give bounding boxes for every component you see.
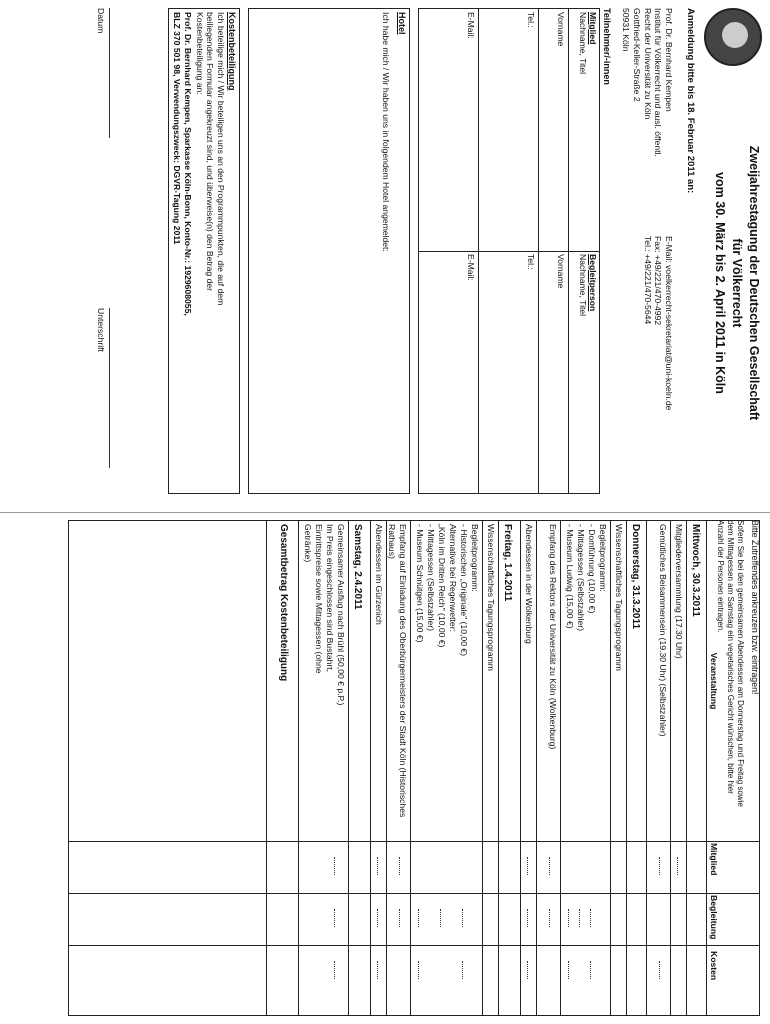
event-row: Gemeinsamer Ausflug nach Brühl (50,00 € p.P.) [336,524,346,706]
cost-entry[interactable] [418,961,419,979]
date-line[interactable] [109,8,110,138]
member-email-label: E-Mail: [466,12,476,39]
address-line: Recht der Universität zu Köln [642,8,653,120]
member-name-label: Nachname, Titel [578,12,588,75]
title-line-3: vom 30. März bis 2. April 2011 in Köln [713,172,728,394]
signature-line[interactable] [109,308,110,468]
col-companion-header: Begleitung [709,895,719,940]
companion-entry[interactable] [440,909,441,927]
page-2 [0,512,770,1024]
day-title: Freitag, 1.4.2011 [502,524,513,602]
instruction-line: Anzahl der Personen eintragen. [716,520,726,633]
member-entry[interactable] [659,857,660,875]
event-row: Empfang auf Einladung des Oberbürgermeisters der Stadt Köln (Historisches Rathaus) [387,524,408,818]
fax-contact: Fax: +49/221/470-4992 [653,236,664,326]
member-entry[interactable] [377,857,378,875]
companion-entry[interactable] [579,909,580,927]
cost-heading: Kostenbeteiligung [227,12,237,91]
event-row: Abendessen in der Wolkenburg [524,524,534,644]
address-block [620,8,674,157]
program-table [68,520,760,1016]
event-row: Wissenschaftliches Tagungsprogramm [486,524,496,671]
bank-line-2: BLZ 370 501 98, Verwendungszweck: DGVR-Tagung 2011 [172,12,183,245]
signature-label: Unterschrift [96,308,106,352]
member-label: Mitglied [588,12,598,45]
event-row: Abendessen im Gürzenich [374,524,384,625]
page-2-content [6,520,760,1016]
cost-entry[interactable] [527,961,528,979]
address-line: Gottfried-Keller-Straße 2 [631,8,642,102]
hotel-text: Ich habe mich / Wir haben uns in folgendem Hotel angemeldet: [381,12,391,252]
companion-entry[interactable] [549,909,550,927]
companion-tel-label: Tel.: [526,254,536,270]
companion-name-label: Nachname, Titel [578,254,588,317]
cost-text-line: Ich beteilige mich / Wir beteiligen uns an den Programmpunkten, die auf dem [216,12,226,306]
cost-entry[interactable] [590,961,591,979]
col-member-header: Mitglied [709,843,719,876]
bank-details [172,12,193,316]
total-label: Gesamtbetrag Kostenbeteiligung [278,524,289,682]
companion-entry[interactable] [418,909,419,927]
companion-entry[interactable] [590,909,591,927]
event-row: Alternative bei Regenwetter: [448,524,458,632]
member-firstname-label: Vorname [556,12,566,47]
member-entry[interactable] [549,857,550,875]
title-line-2: für Völkerrecht [730,238,745,328]
event-row: Wissenschaftliches Tagungsprogramm [614,524,624,671]
event-row: - Historischen „Originale" (10,00 €) [459,524,469,657]
member-entry[interactable] [527,857,528,875]
page-title [711,63,762,503]
registration-heading: Anmeldung bitte bis 18. Februar 2011 an: [685,8,696,194]
instruction-line: dem Mittagessen am Samstag ein vegetarisches Gericht wünschen, bitte hier [726,520,736,794]
day-title: Donnerstag, 31.3.2011 [630,524,641,630]
email-contact: E-Mail: voelkerrecht-sekretariat@uni-koeln.de [664,236,674,411]
cost-box [168,8,240,494]
member-entry[interactable] [334,857,335,875]
participants-heading: Teilnehmer/-innen [602,8,612,85]
hotel-heading: Hotel [397,12,407,35]
event-row: Begleitprogramm: [598,524,608,592]
day-title: Mittwoch, 30.3.2011 [690,524,701,617]
event-row: Im Preis eingeschlossen sind Bustahrt, [325,524,335,673]
society-seal-logo [704,8,762,66]
address-line: 50931 Köln [621,8,632,52]
event-row: - Museum Ludwig (15,00 €) [565,524,575,629]
instruction-main: Bitte Zutreffendes ankreuzen bzw. eintragen! [750,520,760,695]
member-tel-label: Tel.: [526,12,536,28]
cost-entry[interactable] [334,961,335,979]
event-row: - Museum Schnütgen (15,00 €) [415,524,425,643]
companion-entry[interactable] [377,909,378,927]
event-row: - Mittagessen (Selbstzahler) [576,524,586,631]
bank-line-1: Prof. Dr. Bernhard Kempen, Sparkasse Köln-Bonn, Konto-Nr.: 1929608055, [183,12,193,316]
companion-entry[interactable] [568,909,569,927]
event-row: Empfang des Rektors der Universität zu Köln (Wolkenburg) [548,524,558,750]
companion-entry[interactable] [527,909,528,927]
cost-text-line: beiliegenden Formular angekreuzt sind, und überweise(n) den Betrag der [205,12,216,291]
cost-entry[interactable] [462,961,463,979]
event-row: - Mittagessen (Selbstzahler) [426,524,436,631]
address-line: Prof. Dr. Bernhard Kempen [664,8,674,112]
event-row: - Domführung (10,00 €) [587,524,597,614]
cost-entry[interactable] [568,961,569,979]
col-cost-header: Kosten [709,951,719,981]
title-line-1: Zweijahrestagung der Deutschen Gesellschaft [747,145,761,421]
cost-text [194,12,226,305]
date-label: Datum [96,8,106,34]
address-line: Institut für Völkerrecht und ausl. öffentl. [653,8,664,157]
companion-firstname-label: Vorname [556,254,566,289]
companion-entry[interactable] [334,909,335,927]
event-row: Getränke) [303,524,313,563]
event-row: Begleitprogramm: [470,524,480,592]
cost-text-line: Kostenbeteiligung an: [194,12,205,95]
event-row: „Köln im Dritten Reich" (10,00 €) [437,524,447,648]
day-title: Samstag, 2.4.2011 [352,524,363,610]
contact-block [642,236,674,410]
participants-form [418,8,600,494]
event-row: Eintrittspreise sowie Mittagessen (ohne [314,524,324,674]
hotel-box [248,8,410,494]
companion-label: Begleitperson [588,254,598,312]
col-event-header: Veranstaltung [709,652,719,710]
page-1-content [8,8,762,504]
cost-entry[interactable] [377,961,378,979]
companion-entry[interactable] [399,909,400,927]
member-entry[interactable] [677,857,678,875]
cost-entry[interactable] [659,961,660,979]
member-entry[interactable] [399,857,400,875]
tel-contact: Tel.: +49/221/470-5644 [642,236,653,325]
companion-email-label: E-Mail: [466,254,476,281]
companion-entry[interactable] [462,909,463,927]
event-row: Gemütliches Beisammensein (19.30 Uhr) (Selbstzahler) [658,524,668,737]
instruction-line: Sofern Sie bei den gemeinsamen Abendessen am Donnerstag und Freitag sowie [736,520,746,807]
event-row: Mitgliederversammlung (17.30 Uhr) [674,524,684,659]
